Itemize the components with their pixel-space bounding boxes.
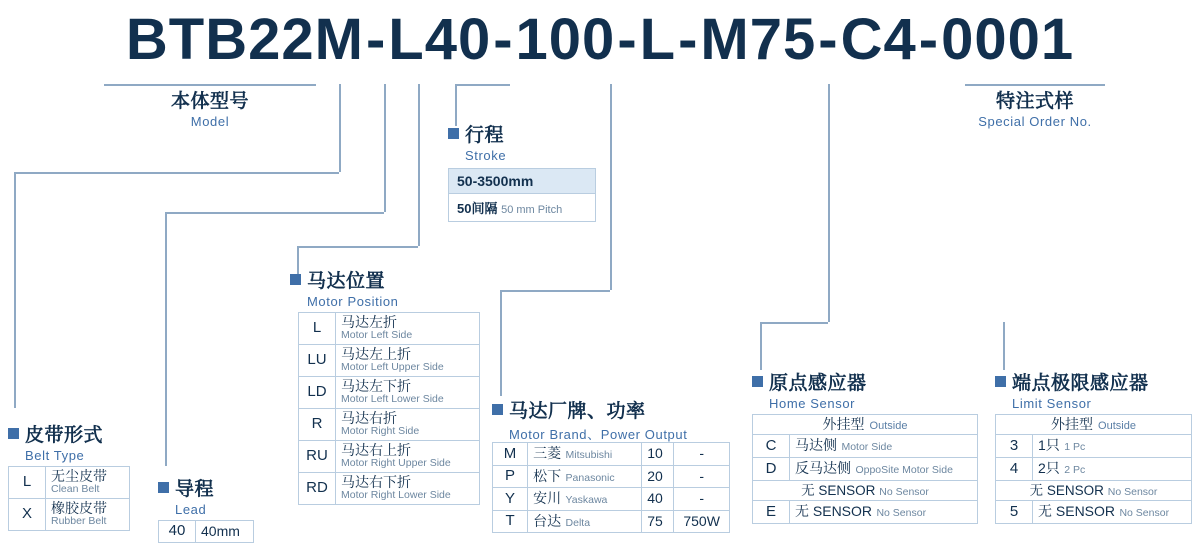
limit-cell-3 <box>1033 501 1192 524</box>
limit-sensor-table <box>995 414 1192 524</box>
motorpos-key-0: L <box>299 313 336 345</box>
motorpos-en-2: Motor Left Lower Side <box>341 393 444 406</box>
table-row[interactable] <box>493 465 730 488</box>
table-row[interactable] <box>753 435 978 458</box>
motorpos-cell-3 <box>336 408 480 440</box>
leader-lead-v <box>165 212 167 466</box>
motorpos-cn-2: 马达左下折 <box>341 377 411 394</box>
table-row[interactable] <box>493 443 730 466</box>
motorbrand-key-2: Y <box>493 488 528 511</box>
table-row[interactable] <box>299 376 480 408</box>
lead-value-0: 40mm <box>196 521 254 543</box>
motorbrand-en-3: Delta <box>565 516 591 529</box>
motorbrand-cn-3: 台达 <box>533 512 562 529</box>
limit-cn-1: 2只 <box>1038 459 1060 476</box>
limit-en-1: 2 Pc <box>1064 463 1086 476</box>
product-code <box>0 6 1200 73</box>
motorbrand-en-2: Yaskawa <box>565 494 608 507</box>
table-row[interactable] <box>299 408 480 440</box>
home-cell-1 <box>790 457 978 480</box>
motorbrand-num-3: 75 <box>642 510 674 533</box>
belt-en-1: Rubber Belt <box>51 515 107 528</box>
stroke-box <box>448 168 596 222</box>
code-part-0: BTB22M <box>125 7 364 72</box>
limit-cell-1 <box>1033 457 1192 480</box>
limit-cn-0: 1只 <box>1038 437 1060 454</box>
bullet-square-icon <box>8 428 19 439</box>
motorbrand-power-0: - <box>674 443 730 466</box>
heading-motorbrand-en: Motor Brand、Power Output <box>509 427 688 442</box>
belt-key-1: X <box>9 498 46 530</box>
home-band-cn: 外挂型 <box>822 416 865 432</box>
motorpos-en-4: Motor Right Upper Side <box>341 457 451 470</box>
limit-en-2: No Sensor <box>1107 485 1158 498</box>
limit-key-0: 3 <box>996 435 1033 458</box>
motorpos-cell-4 <box>336 440 480 472</box>
heading-model-cn: 本体型号 <box>170 91 249 112</box>
code-part-3: 40 <box>424 7 492 72</box>
motorbrand-num-2: 40 <box>642 488 674 511</box>
heading-special <box>955 86 1115 129</box>
belt-en-0: Clean Belt <box>51 483 100 496</box>
leader-belt-stem <box>339 84 341 172</box>
table-row[interactable] <box>299 344 480 376</box>
leader-motorbrand-stem <box>610 84 612 290</box>
bullet-square-icon <box>290 274 301 285</box>
table-row[interactable] <box>299 440 480 472</box>
motorbrand-en-0: Mitsubishi <box>565 449 613 461</box>
table-row[interactable] <box>996 435 1192 458</box>
belt-cell-0 <box>46 467 130 499</box>
heading-belt-cn: 皮带形式 <box>25 425 104 446</box>
table-row[interactable] <box>299 313 480 345</box>
limit-cn-2: 无 SENSOR <box>1029 482 1104 498</box>
leader-home-v <box>760 322 762 370</box>
motorpos-en-0: Motor Left Side <box>341 329 413 342</box>
motorbrand-cn-2: 安川 <box>533 490 562 507</box>
home-cn-0: 马达侧 <box>795 437 837 454</box>
heading-limit-en: Limit Sensor <box>1012 396 1092 411</box>
heading-motorpos-cn: 马达位置 <box>307 271 386 292</box>
motorpos-key-3: R <box>299 408 336 440</box>
motorpos-cn-1: 马达左上折 <box>341 345 411 362</box>
home-en-2: No Sensor <box>879 485 929 498</box>
motorbrand-cn-0: 三菱 <box>533 445 562 461</box>
home-en-0: Motor Side <box>841 441 893 454</box>
motorpos-cell-1 <box>336 344 480 376</box>
motorbrand-cell-0 <box>528 443 642 466</box>
table-row[interactable] <box>9 498 130 530</box>
motorbrand-power-2: - <box>674 488 730 511</box>
code-part-4: - <box>493 7 514 72</box>
leader-motorpos-stem <box>418 84 420 246</box>
code-part-9: M75 <box>700 7 817 72</box>
home-en-1: OppoSite Motor Side <box>855 463 953 476</box>
heading-home-cn: 原点感应器 <box>769 373 867 394</box>
motorbrand-cell-2 <box>528 488 642 511</box>
heading-lead <box>158 474 214 517</box>
limit-en-3: No Sensor <box>1119 507 1170 520</box>
table-row-band <box>996 415 1192 435</box>
motorbrand-power-1: - <box>674 465 730 488</box>
heading-motor-position <box>290 266 399 309</box>
heading-home-sensor <box>752 368 867 411</box>
bullet-square-icon <box>752 376 763 387</box>
limit-en-0: 1 Pc <box>1064 441 1086 454</box>
limit-cn-3: 无 SENSOR <box>1038 503 1116 520</box>
code-part-10: - <box>818 7 839 72</box>
stroke-range <box>448 168 596 194</box>
code-part-11: C <box>840 7 884 72</box>
belt-type-table <box>8 466 130 531</box>
leader-motorbrand-v <box>500 290 502 396</box>
home-key-0: C <box>753 435 790 458</box>
bullet-square-icon <box>448 128 459 139</box>
home-sensor-table <box>752 414 978 524</box>
motorbrand-num-1: 20 <box>642 465 674 488</box>
code-part-1: - <box>365 7 387 72</box>
motorpos-key-2: LD <box>299 376 336 408</box>
belt-cn-1: 橡胶皮带 <box>51 499 107 516</box>
heading-limit-sensor <box>995 368 1149 411</box>
leader-belt-h <box>14 172 339 174</box>
table-row[interactable] <box>996 457 1192 480</box>
limit-band <box>996 415 1192 435</box>
motorbrand-en-1: Panasonic <box>565 471 615 484</box>
home-cell-3 <box>790 501 978 524</box>
heading-lead-en: Lead <box>175 502 207 517</box>
motorpos-cn-5: 马达右下折 <box>341 473 411 490</box>
motorpos-key-1: LU <box>299 344 336 376</box>
bullet-square-icon <box>492 404 503 415</box>
home-en-3: No Sensor <box>876 507 927 520</box>
leader-motorpos-h <box>297 246 418 248</box>
motorpos-key-5: RD <box>299 472 336 504</box>
belt-cn-0: 无尘皮带 <box>51 468 107 484</box>
lead-table <box>158 520 254 543</box>
heading-motorbrand-cn: 马达厂牌、功率 <box>509 401 646 422</box>
heading-belt-type <box>8 420 103 463</box>
home-band <box>753 415 978 435</box>
motorpos-cn-0: 马达左折 <box>341 314 397 330</box>
home-cn-1: 反马达侧 <box>795 459 851 476</box>
motorpos-en-5: Motor Right Lower Side <box>341 489 451 502</box>
home-cell-2 <box>753 480 978 501</box>
heading-stroke <box>448 120 506 163</box>
home-key-3: E <box>753 501 790 524</box>
motorbrand-key-3: T <box>493 510 528 533</box>
table-row[interactable] <box>493 488 730 511</box>
limit-band-en: Outside <box>1098 420 1136 432</box>
table-row[interactable] <box>299 472 480 504</box>
motorpos-en-1: Motor Left Upper Side <box>341 361 444 374</box>
table-row-band <box>753 415 978 435</box>
table-row[interactable] <box>493 510 730 533</box>
motorbrand-cell-3 <box>528 510 642 533</box>
motorbrand-key-1: P <box>493 465 528 488</box>
heading-stroke-en: Stroke <box>465 148 507 163</box>
bullet-square-icon <box>158 482 169 493</box>
table-row[interactable] <box>159 521 254 543</box>
heading-model-en: Model <box>190 114 230 129</box>
motorpos-cell-0 <box>336 313 480 345</box>
table-row[interactable] <box>753 457 978 480</box>
table-row[interactable] <box>996 480 1192 501</box>
code-part-7: L <box>639 7 677 72</box>
leader-lead-h <box>165 212 384 214</box>
heading-model <box>110 86 310 129</box>
motorpos-cell-2 <box>336 376 480 408</box>
leader-home-h <box>760 322 828 324</box>
leader-belt-v <box>14 172 16 408</box>
motorbrand-num-0: 10 <box>642 443 674 466</box>
leader-motorbrand-h <box>500 290 610 292</box>
heading-special-cn: 特注式样 <box>995 91 1074 112</box>
motorpos-cn-3: 马达右折 <box>341 409 397 426</box>
code-part-8: - <box>678 7 699 72</box>
stroke-pitch-cn: 50间隔 <box>457 201 498 216</box>
motorpos-cn-4: 马达右上折 <box>341 441 411 458</box>
heading-limit-cn: 端点极限感应器 <box>1012 373 1149 394</box>
stroke-pitch-en: 50 mm Pitch <box>501 204 563 216</box>
code-part-5: 100 <box>515 7 616 72</box>
belt-cell-1 <box>46 498 130 530</box>
limit-key-3: 5 <box>996 501 1033 524</box>
leader-home-stem <box>828 84 830 322</box>
leader-lead-stem <box>384 84 386 212</box>
bullet-square-icon <box>995 376 1006 387</box>
limit-band-cn: 外挂型 <box>1051 416 1094 432</box>
heading-lead-cn: 导程 <box>175 479 215 500</box>
code-part-12: 4 <box>883 7 917 72</box>
heading-home-en: Home Sensor <box>769 396 856 411</box>
limit-cell-2 <box>996 480 1192 501</box>
code-part-13: - <box>918 7 940 72</box>
motorbrand-key-0: M <box>493 443 528 466</box>
motorpos-en-3: Motor Right Side <box>341 425 420 438</box>
leader-stroke-h <box>455 84 510 86</box>
limit-key-1: 4 <box>996 457 1033 480</box>
home-band-en: Outside <box>869 420 908 432</box>
motor-brand-table <box>492 442 730 533</box>
code-part-2: L <box>388 7 425 72</box>
motorbrand-power-3: 750W <box>674 510 730 533</box>
motorbrand-cn-1: 松下 <box>533 467 562 484</box>
table-row[interactable] <box>9 467 130 499</box>
heading-motor-brand <box>492 396 687 443</box>
heading-belt-en: Belt Type <box>25 448 85 463</box>
motorbrand-cell-1 <box>528 465 642 488</box>
table-row[interactable] <box>753 501 978 524</box>
belt-key-0: L <box>9 467 46 499</box>
leader-limit-v <box>1003 322 1005 370</box>
limit-cell-0 <box>1033 435 1192 458</box>
home-cn-3: 无 SENSOR <box>795 503 873 520</box>
table-row[interactable] <box>996 501 1192 524</box>
heading-stroke-cn: 行程 <box>465 125 505 146</box>
motor-position-table <box>298 312 480 505</box>
table-row[interactable] <box>753 480 978 501</box>
motorpos-cell-5 <box>336 472 480 504</box>
lead-key-0: 40 <box>159 521 196 543</box>
home-cell-0 <box>790 435 978 458</box>
motorpos-key-4: RU <box>299 440 336 472</box>
stroke-pitch <box>448 194 596 222</box>
stroke-range-value: 50-3500mm <box>457 173 534 189</box>
home-cn-2: 无 SENSOR <box>801 482 876 498</box>
code-part-6: - <box>617 7 638 72</box>
heading-motorpos-en: Motor Position <box>307 294 399 309</box>
heading-special-en: Special Order No. <box>978 114 1092 129</box>
code-part-14: 0001 <box>941 7 1075 72</box>
home-key-1: D <box>753 457 790 480</box>
